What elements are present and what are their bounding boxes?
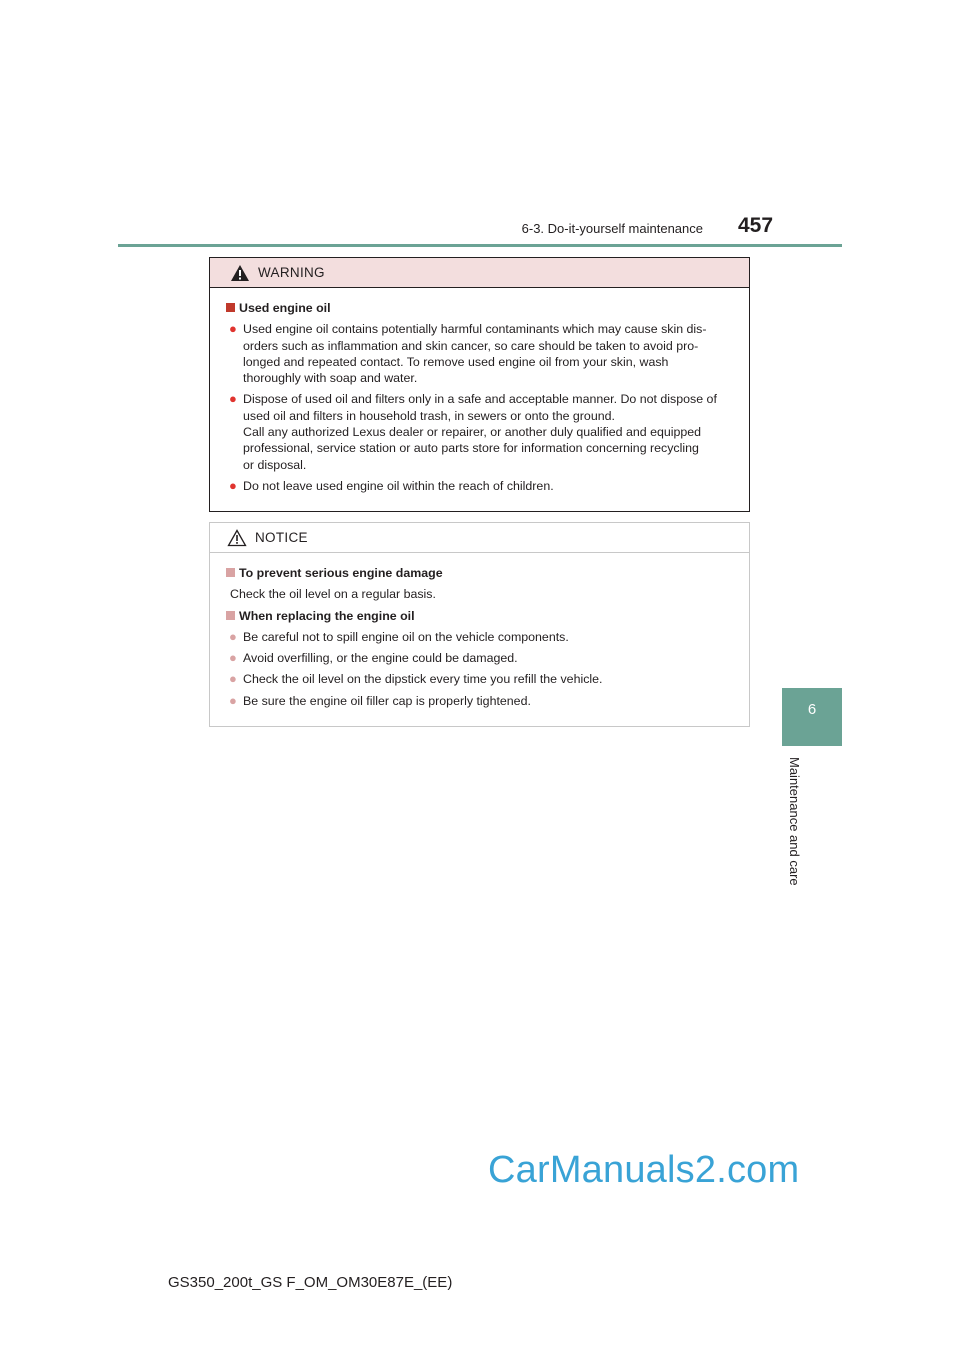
chapter-title: Maintenance and care xyxy=(787,757,802,886)
notice-text: Check the oil level on a regular basis. xyxy=(230,587,436,602)
warning-box xyxy=(209,257,750,512)
list-item: ● Be sure the engine oil filler cap is properly tightened. xyxy=(229,692,531,708)
bullet-dot-icon: ● xyxy=(229,321,237,337)
warning-header xyxy=(210,258,749,288)
square-bullet-icon xyxy=(226,611,235,620)
notice-box xyxy=(209,522,750,727)
list-item: ● Be careful not to spill engine oil on the vehicle components. xyxy=(229,628,569,644)
list-item: ● Dispose of used oil and filters only in a safe and acceptable manner. Do not dispose of used oil and filters in household trash, in sewers or onto the ground. Call any authorized Lexus dealer or repairer, or another duly qualified and equipped professional, service station or auto parts store for information concerning recycling or disposal. xyxy=(229,391,717,472)
square-bullet-icon xyxy=(226,303,235,312)
bullet-dot-icon: ● xyxy=(229,671,237,687)
notice-title: NOTICE xyxy=(255,530,308,545)
bullet-dot-icon: ● xyxy=(229,391,237,407)
notice-subheading: To prevent serious engine damage xyxy=(226,565,741,581)
warning-subheading: Used engine oil xyxy=(226,300,741,316)
page-number: 457 xyxy=(738,214,774,237)
notice-header xyxy=(210,523,749,553)
chapter-tab: 6 xyxy=(782,688,842,746)
notice-icon xyxy=(227,529,247,547)
footer-code: GS350_200t_GS F_OM_OM30E87E_(EE) xyxy=(168,1274,453,1291)
bullet-dot-icon: ● xyxy=(229,477,237,493)
list-item: ● Do not leave used engine oil within the reach of children. xyxy=(229,477,554,493)
bullet-dot-icon: ● xyxy=(229,692,237,708)
list-item: ● Check the oil level on the dipstick every time you refill the vehicle. xyxy=(229,671,603,687)
bullet-dot-icon: ● xyxy=(229,650,237,666)
list-item: ● Used engine oil contains potentially harmful contaminants which may cause skin dis- orders such as inflammation and skin cancer, so care should be taken to avoid pro- longed and repeated contact. To remove used engine oil from your skin, wash thoroughly with soap and water. xyxy=(229,321,707,386)
square-bullet-icon xyxy=(226,568,235,577)
warning-title: WARNING xyxy=(258,265,325,280)
bullet-dot-icon: ● xyxy=(229,628,237,644)
section-title: 6-3. Do-it-yourself maintenance xyxy=(521,221,703,236)
notice-subheading: When replacing the engine oil xyxy=(226,608,741,624)
watermark: CarManuals2.com xyxy=(488,1149,800,1191)
list-item: ● Avoid overfilling, or the engine could be damaged. xyxy=(229,650,518,666)
header-rule xyxy=(118,244,842,247)
warning-icon xyxy=(230,264,250,282)
